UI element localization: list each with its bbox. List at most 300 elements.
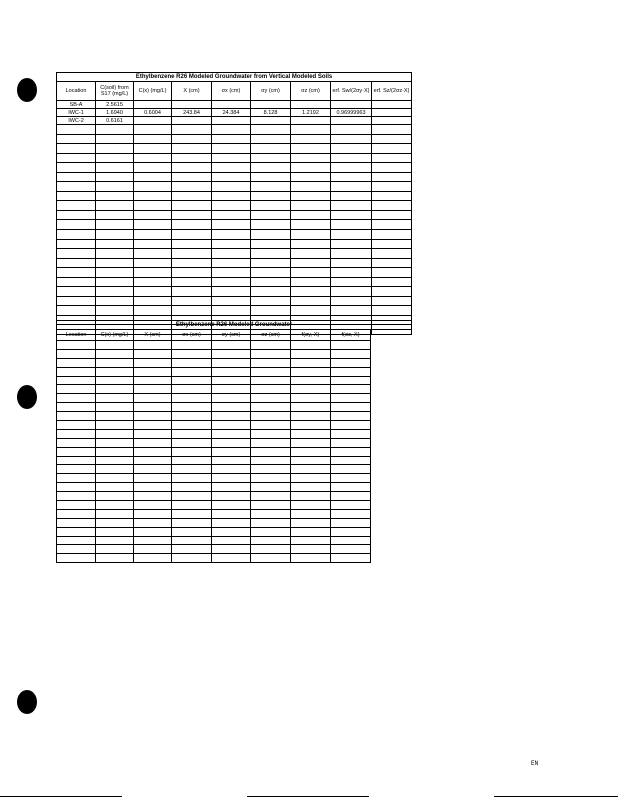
table-cell	[331, 182, 372, 192]
table-cell	[134, 376, 172, 385]
table-cell	[96, 220, 134, 230]
table-cell	[96, 153, 134, 163]
table-cell	[331, 230, 372, 240]
table-row	[57, 483, 412, 492]
table-row	[57, 296, 412, 306]
table-cell: 8.128	[251, 109, 291, 117]
table-cell	[251, 447, 291, 456]
table-row	[57, 349, 412, 358]
table-cell	[371, 509, 412, 518]
footer-rule-left	[0, 796, 122, 797]
table-cell	[134, 239, 172, 249]
table-row	[57, 492, 412, 501]
table-cell	[172, 483, 212, 492]
table-cell	[371, 394, 412, 403]
table-cell	[291, 230, 331, 240]
table-cell	[371, 492, 412, 501]
table-cell	[212, 296, 251, 306]
table-cell	[251, 438, 291, 447]
table-cell	[96, 483, 134, 492]
table-cell	[251, 501, 291, 510]
table-cell	[134, 518, 172, 527]
table1-title: Ethylbenzene R26 Modeled Groundwater from Vertical Modeled Soils	[57, 73, 412, 82]
table-cell	[96, 456, 134, 465]
table-cell	[372, 220, 412, 230]
table-cell	[212, 153, 251, 163]
table-cell	[172, 367, 212, 376]
table-cell	[371, 349, 412, 358]
table-row	[57, 358, 412, 367]
table-cell	[212, 220, 251, 230]
table-cell	[251, 117, 291, 125]
table-cell	[96, 341, 134, 350]
table-cell	[96, 163, 134, 173]
table-cell	[371, 412, 412, 421]
table-cell	[291, 182, 331, 192]
table-cell	[371, 403, 412, 412]
table-cell	[57, 163, 96, 173]
table-cell	[371, 367, 412, 376]
table-cell	[57, 258, 96, 268]
table-cell	[134, 117, 172, 125]
table-cell	[134, 394, 172, 403]
table1-header: erf. Sw/(2σy·X)	[331, 82, 372, 101]
table-cell	[331, 429, 371, 438]
table-cell	[291, 101, 331, 109]
table-cell	[57, 296, 96, 306]
table-cell	[57, 287, 96, 297]
table-cell	[212, 447, 251, 456]
table-cell	[212, 191, 251, 201]
table-cell	[134, 125, 172, 135]
table-cell	[331, 249, 372, 259]
table-cell	[291, 277, 331, 287]
table-cell	[96, 554, 134, 563]
table-row	[57, 341, 412, 350]
footer-rule-middle	[247, 796, 369, 797]
table-cell	[57, 172, 96, 182]
table-cell	[57, 358, 96, 367]
table-cell	[134, 358, 172, 367]
table-cell	[372, 125, 412, 135]
table-cell	[291, 492, 331, 501]
table-cell	[251, 349, 291, 358]
table-cell	[134, 492, 172, 501]
table-row	[57, 421, 412, 430]
table-cell	[96, 210, 134, 220]
table-cell	[251, 182, 291, 192]
table-cell	[172, 258, 212, 268]
table-cell	[251, 403, 291, 412]
table-cell	[371, 376, 412, 385]
table-cell	[57, 394, 96, 403]
table-cell	[134, 438, 172, 447]
table-cell	[371, 438, 412, 447]
table-cell	[57, 341, 96, 350]
page-mark: EN	[531, 760, 539, 767]
table-cell	[172, 349, 212, 358]
table-cell	[212, 385, 251, 394]
table-cell	[291, 201, 331, 211]
table-cell	[331, 268, 372, 278]
table-row	[57, 536, 412, 545]
table-cell	[134, 296, 172, 306]
table-cell	[251, 527, 291, 536]
table-cell	[172, 191, 212, 201]
table-cell	[251, 258, 291, 268]
table2-title: Ethylbenzene R26 Modeled Groundwater	[57, 321, 412, 330]
table-cell	[212, 182, 251, 192]
table-cell	[134, 210, 172, 220]
table-cell	[212, 483, 251, 492]
table-cell	[372, 101, 412, 109]
table-cell	[172, 249, 212, 259]
table-cell	[134, 134, 172, 144]
table-cell	[291, 117, 331, 125]
table-cell	[172, 220, 212, 230]
table-row	[57, 163, 412, 173]
table-cell	[134, 367, 172, 376]
table-row	[57, 117, 412, 125]
table-cell	[372, 201, 412, 211]
table-cell	[212, 268, 251, 278]
table-row	[57, 438, 412, 447]
table-cell	[291, 268, 331, 278]
table-cell	[96, 474, 134, 483]
table-cell	[212, 358, 251, 367]
table-cell	[372, 153, 412, 163]
table-cell	[331, 163, 372, 173]
table-cell	[172, 412, 212, 421]
table-cell	[212, 456, 251, 465]
table-cell	[96, 447, 134, 456]
table-cell	[57, 191, 96, 201]
table-cell	[291, 456, 331, 465]
table-cell	[331, 296, 372, 306]
table-row	[57, 527, 412, 536]
table-cell	[134, 536, 172, 545]
table1-blank-rows	[57, 125, 412, 335]
table-row	[57, 230, 412, 240]
table-cell	[251, 492, 291, 501]
table-cell	[134, 306, 172, 316]
table1-header: X (cm)	[172, 82, 212, 101]
table-cell	[251, 429, 291, 438]
table-row	[57, 172, 412, 182]
table-cell	[134, 287, 172, 297]
table-cell	[172, 447, 212, 456]
table-cell	[331, 306, 372, 316]
table-cell	[331, 258, 372, 268]
table-cell	[172, 230, 212, 240]
table-cell	[172, 172, 212, 182]
table-cell	[172, 518, 212, 527]
table-cell	[251, 474, 291, 483]
table-cell	[57, 125, 96, 135]
table-cell	[371, 536, 412, 545]
table-cell: 24.384	[212, 109, 251, 117]
table-cell	[372, 191, 412, 201]
table-cell	[212, 554, 251, 563]
table-cell	[57, 527, 96, 536]
table-cell	[331, 101, 372, 109]
table-cell	[291, 509, 331, 518]
table-cell	[57, 220, 96, 230]
table-cell	[96, 277, 134, 287]
table2-blank-rows	[57, 341, 412, 563]
table-cell	[291, 376, 331, 385]
table-cell	[212, 239, 251, 249]
table-cell	[372, 277, 412, 287]
table-cell	[331, 191, 372, 201]
table-row	[57, 412, 412, 421]
table-cell	[57, 239, 96, 249]
table2-header: f(σy, X)	[291, 330, 331, 341]
table-cell	[134, 412, 172, 421]
table2-header: σz (cm)	[251, 330, 291, 341]
table-cell	[371, 341, 412, 350]
table-cell	[251, 465, 291, 474]
table-row	[57, 545, 412, 554]
table-cell	[134, 191, 172, 201]
table-cell	[291, 220, 331, 230]
table1-header: erf. Sz/(2σz·X)	[372, 82, 412, 101]
table-cell	[134, 385, 172, 394]
table-cell	[291, 545, 331, 554]
table-cell	[212, 376, 251, 385]
table-row	[57, 277, 412, 287]
table-cell	[212, 341, 251, 350]
table-cell	[134, 554, 172, 563]
table-cell	[372, 109, 412, 117]
table-cell	[331, 492, 371, 501]
table-cell	[251, 412, 291, 421]
table-cell	[57, 210, 96, 220]
table-cell	[57, 403, 96, 412]
table-cell	[172, 421, 212, 430]
table-cell	[212, 421, 251, 430]
table-cell	[212, 438, 251, 447]
table-cell	[331, 412, 371, 421]
table-cell	[96, 509, 134, 518]
table-cell	[291, 358, 331, 367]
binder-hole-top	[17, 78, 37, 102]
table-cell	[251, 554, 291, 563]
table-cell	[251, 220, 291, 230]
table-cell	[251, 210, 291, 220]
table-cell	[134, 163, 172, 173]
groundwater-from-soils-table	[56, 72, 412, 335]
table-cell	[291, 438, 331, 447]
table-cell	[291, 483, 331, 492]
table-cell	[57, 501, 96, 510]
table-cell	[96, 501, 134, 510]
table-cell	[251, 287, 291, 297]
table-cell	[291, 518, 331, 527]
table-cell	[331, 545, 371, 554]
binder-hole-middle	[17, 385, 37, 409]
table-cell	[331, 287, 372, 297]
table-cell	[134, 258, 172, 268]
table-cell	[291, 258, 331, 268]
table-cell	[172, 509, 212, 518]
table-cell	[251, 341, 291, 350]
table-cell	[96, 258, 134, 268]
table-cell: 0.6161	[96, 117, 134, 125]
table-cell	[172, 358, 212, 367]
table-cell	[57, 421, 96, 430]
table-cell	[172, 296, 212, 306]
table-row	[57, 403, 412, 412]
table-cell	[251, 545, 291, 554]
table-cell	[291, 527, 331, 536]
table-cell	[371, 474, 412, 483]
table-cell	[291, 144, 331, 154]
table-row	[57, 367, 412, 376]
table-cell	[331, 447, 371, 456]
table-cell	[251, 268, 291, 278]
table-cell	[96, 536, 134, 545]
table-cell	[134, 277, 172, 287]
table-cell	[134, 220, 172, 230]
table-cell	[96, 306, 134, 316]
table-cell	[212, 144, 251, 154]
table-row	[57, 182, 412, 192]
table1-header: σy (cm)	[251, 82, 291, 101]
table-cell	[331, 501, 371, 510]
table-cell	[96, 268, 134, 278]
table2-blank-column	[371, 330, 412, 341]
table-row	[57, 220, 412, 230]
table-cell	[331, 349, 371, 358]
table-cell	[96, 134, 134, 144]
table-cell	[134, 153, 172, 163]
table-cell	[96, 296, 134, 306]
table-cell	[57, 412, 96, 421]
table-cell	[331, 220, 372, 230]
table-cell	[57, 536, 96, 545]
table-cell	[212, 230, 251, 240]
table-cell	[372, 296, 412, 306]
table-row	[57, 239, 412, 249]
table-cell	[57, 483, 96, 492]
table1-header: σx (cm)	[212, 82, 251, 101]
table-cell	[212, 125, 251, 135]
table-cell	[291, 125, 331, 135]
table-cell	[134, 474, 172, 483]
table-cell	[172, 341, 212, 350]
table-cell	[371, 483, 412, 492]
table-cell	[372, 306, 412, 316]
table-cell	[172, 153, 212, 163]
table-row	[57, 287, 412, 297]
table-cell	[57, 367, 96, 376]
table-cell	[212, 545, 251, 554]
table-cell	[96, 376, 134, 385]
modeled-groundwater-table	[56, 320, 412, 563]
table-cell	[134, 144, 172, 154]
table-cell	[96, 249, 134, 259]
table-cell	[134, 545, 172, 554]
table-cell	[251, 191, 291, 201]
table-cell	[172, 474, 212, 483]
table-cell	[134, 509, 172, 518]
table-row	[57, 376, 412, 385]
table-cell	[212, 527, 251, 536]
table-row	[57, 249, 412, 259]
table-cell	[96, 438, 134, 447]
table-row	[57, 144, 412, 154]
table-cell	[291, 153, 331, 163]
table-cell	[331, 536, 371, 545]
table-cell	[134, 230, 172, 240]
table-cell	[96, 349, 134, 358]
table-cell	[291, 429, 331, 438]
table-row	[57, 554, 412, 563]
table-cell	[331, 518, 371, 527]
table-cell	[57, 385, 96, 394]
table-cell	[57, 277, 96, 287]
table-row	[57, 134, 412, 144]
table-cell	[331, 117, 372, 125]
table-cell	[372, 144, 412, 154]
table-cell	[212, 249, 251, 259]
table-cell	[212, 501, 251, 510]
table-row	[57, 509, 412, 518]
table-cell	[134, 429, 172, 438]
table-cell	[251, 358, 291, 367]
table-row	[57, 385, 412, 394]
table1-header: C(x) (mg/L)	[134, 82, 172, 101]
table-cell	[291, 210, 331, 220]
table-cell	[172, 376, 212, 385]
table-cell	[371, 501, 412, 510]
table-row	[57, 429, 412, 438]
table-cell	[57, 545, 96, 554]
table-cell	[291, 447, 331, 456]
table-cell	[331, 421, 371, 430]
table-cell	[251, 385, 291, 394]
table-cell	[291, 306, 331, 316]
table-cell	[331, 465, 371, 474]
table-cell	[57, 182, 96, 192]
table-cell	[134, 421, 172, 430]
table-cell	[371, 447, 412, 456]
table-cell	[371, 518, 412, 527]
table-cell	[291, 421, 331, 430]
table-cell	[372, 230, 412, 240]
table-cell	[251, 249, 291, 259]
table-cell	[331, 367, 371, 376]
table2-header: C(x) (mg/L)	[96, 330, 134, 341]
table-cell	[251, 277, 291, 287]
table-cell	[96, 429, 134, 438]
table-cell	[371, 421, 412, 430]
table-cell	[172, 101, 212, 109]
table-cell	[134, 527, 172, 536]
table-cell	[251, 518, 291, 527]
table-row	[57, 268, 412, 278]
table-cell	[57, 134, 96, 144]
table-cell	[251, 376, 291, 385]
table-cell	[251, 201, 291, 211]
table2-header: σx (cm)	[172, 330, 212, 341]
table-cell: 1.2192	[291, 109, 331, 117]
table-cell	[212, 412, 251, 421]
table-row	[57, 125, 412, 135]
table-cell	[172, 210, 212, 220]
table-cell	[291, 412, 331, 421]
